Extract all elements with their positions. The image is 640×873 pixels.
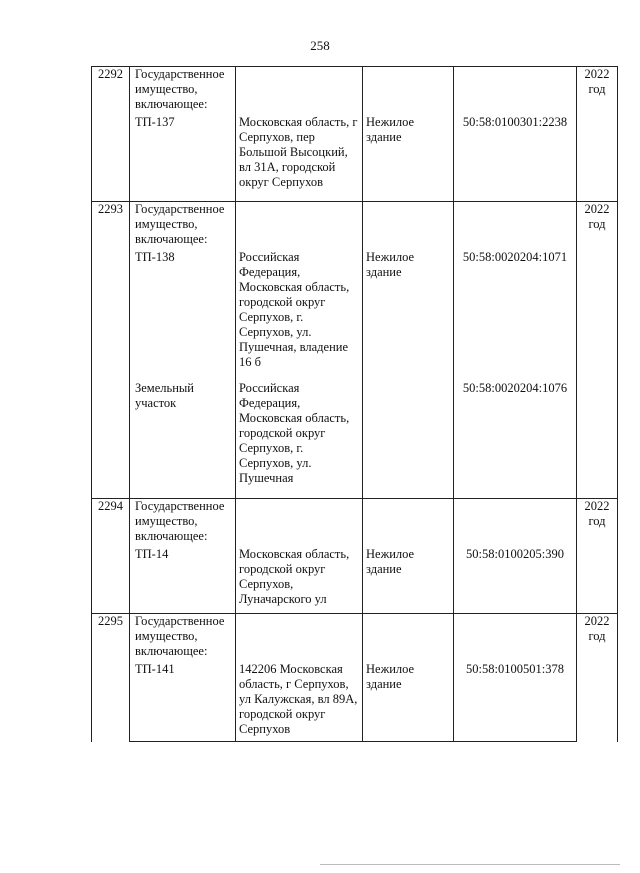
entry-number: 2293 bbox=[92, 202, 130, 499]
item-cadastral-number: 50:58:0020204:1071 bbox=[462, 250, 568, 264]
item-cadastral-number: 50:58:0020204:1076 bbox=[462, 381, 568, 395]
item-name: ТП-14 bbox=[135, 547, 169, 561]
entry-year: 2022 год bbox=[584, 499, 610, 528]
entry-header: Государственное имущество, включающее: bbox=[135, 202, 225, 246]
item-name: ТП-138 bbox=[135, 250, 175, 264]
entry-number: 2295 bbox=[92, 614, 130, 742]
item-address: Российская Федерация, Московская область, городской округ Серпухов, г. Серпухов, ул. Пушечная, владение 16 б bbox=[239, 250, 350, 369]
item-name: ТП-137 bbox=[135, 115, 175, 129]
entry-year: 2022 год bbox=[584, 614, 610, 643]
item-cadastral-number: 50:58:0100501:378 bbox=[466, 662, 564, 676]
entry-number: 2294 bbox=[92, 499, 130, 614]
registry-entry bbox=[92, 202, 618, 251]
item-type: Нежилое здание bbox=[366, 250, 415, 279]
entry-number: 2292 bbox=[92, 67, 130, 202]
registry-item bbox=[92, 381, 618, 499]
entry-header: Государственное имущество, включающее: bbox=[135, 67, 225, 111]
entry-year: 2022 год bbox=[584, 67, 610, 96]
registry-entry bbox=[92, 614, 618, 663]
item-cadastral-number: 50:58:0100301:2238 bbox=[462, 115, 568, 129]
property-registry-table bbox=[91, 66, 618, 742]
entry-year: 2022 год bbox=[584, 202, 610, 231]
item-type: Нежилое здание bbox=[366, 115, 415, 144]
registry-item bbox=[92, 662, 618, 742]
page-number: 258 bbox=[310, 38, 330, 53]
item-address: Российская Федерация, Московская область, городской округ Серпухов, г. Серпухов, ул. Пушечная bbox=[239, 381, 350, 485]
entry-header: Государственное имущество, включающее: bbox=[135, 499, 225, 543]
item-type: Нежилое здание bbox=[366, 662, 415, 691]
registry-item bbox=[92, 547, 618, 614]
entry-header: Государственное имущество, включающее: bbox=[135, 614, 225, 658]
registry-item bbox=[92, 250, 618, 381]
registry-entry bbox=[92, 67, 618, 116]
item-type: Нежилое здание bbox=[366, 547, 415, 576]
item-name: ТП-141 bbox=[135, 662, 175, 676]
item-address: 142206 Московская область, г Серпухов, ул Калужская, вл 89А, городской округ Серпухов bbox=[239, 662, 358, 736]
item-cadastral-number: 50:58:0100205:390 bbox=[466, 547, 564, 561]
item-name: Земельный участок bbox=[135, 381, 194, 410]
registry-entry bbox=[92, 499, 618, 548]
item-address: Московская область, г Серпухов, пер Большой Высоцкий, вл 31А, городской округ Серпухов bbox=[239, 115, 358, 189]
page-bottom-rule bbox=[320, 864, 620, 865]
item-address: Московская область, городской округ Серпухов, Луначарского ул bbox=[239, 547, 350, 606]
registry-item bbox=[92, 115, 618, 202]
